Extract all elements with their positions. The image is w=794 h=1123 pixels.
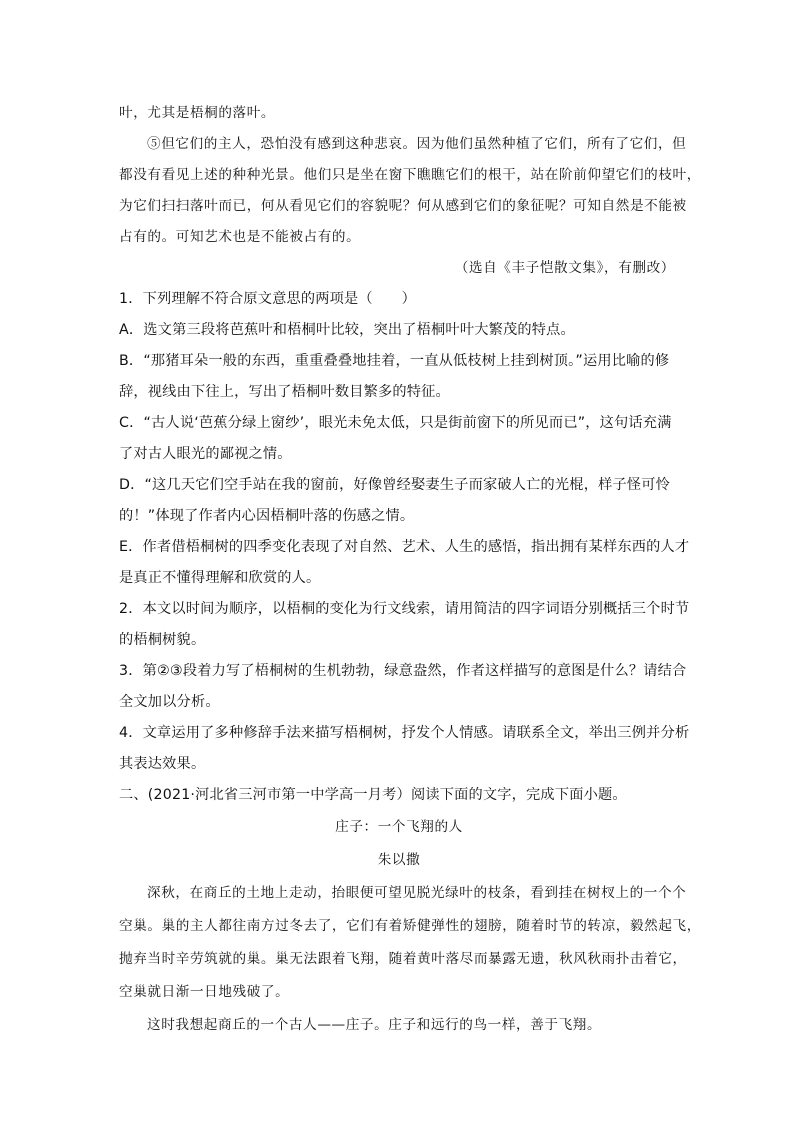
passage2-line: 空巢。巢的主人都往南方过冬去了，它们有着矫健弹性的翅膀，随着时节的转凉，毅然起飞， [119,918,701,934]
option-c: C．“古人说‘芭蕉分绿上窗纱’，眼光未免太低，只是街前窗下的所见而已”，这句话充满 [119,415,672,431]
questions-section [119,284,690,811]
question-2-cont: 的梧桐树貌。 [119,632,206,648]
passage1-tail [119,98,701,284]
option-d-cont: 的！”体现了作者内心因梧桐叶落的伤感之情。 [119,508,415,524]
passage2 [119,811,701,1042]
question-3: 3．第②③段着力写了梧桐树的生机勃勃，绿意盎然，作者这样描写的意图是什么？请结合 [119,663,687,679]
question-2: 2．本文以时间为顺序，以梧桐的变化为行文线索，请用简洁的四字词语分别概括三个时节 [119,601,690,617]
question-3-cont: 全文加以分析。 [119,694,220,710]
passage1-line: 占有的。可知艺术也是不能被占有的。 [119,229,361,245]
question-4: 4．文章运用了多种修辞手法来描写梧桐树，抒发个人情感。请联系全文，举出三例并分析 [119,725,690,741]
passage2-line: 抛弃当时辛劳筑就的巢。巢无法跟着飞翔，随着黄叶落尽而暴露无遗，秋风秋雨扑击着它， [119,951,687,967]
document-page [119,98,701,1042]
passage2-line: 这时我想起商丘的一个古人——庄子。庄子和远行的鸟一样，善于飞翔。 [147,1017,602,1033]
option-e-cont: 是真正不懂得理解和欣赏的人。 [119,570,321,586]
passage1-line: 为它们扫扫落叶而已，何从看见它们的容貌呢？何从感到它们的象征呢？可知自然是不能被 [119,198,687,214]
section-two-heading: 二、(2021·河北省三河市第一中学高一月考）阅读下面的文字，完成下面小题。 [119,787,627,803]
option-c-cont: 了对古人眼光的鄙视之情。 [119,446,292,462]
question-1: 1．下列理解不符合原文意思的两项是（ ） [119,291,416,307]
passage1-line: ⑤但它们的主人，恐怕没有感到这种悲哀。因为他们虽然种植了它们，所有了它们，但 [147,136,687,152]
passage1-line: 都没有看见上述的种种光景。他们只是坐在窗下瞧瞧它们的根干，站在阶前仰望它们的枝叶， [119,167,701,183]
option-d: D．“这几天它们空手站在我的窗前，好像曾经娶妻生子而家破人亡的光棍，样子怪可怜 [119,477,671,493]
option-a: A．选文第三段将芭蕉叶和梧桐叶比较，突出了梧桐叶叶大繁茂的特点。 [119,322,575,338]
passage2-line: 深秋，在商丘的土地上走动，抬眼便可望见脱光绿叶的枝条，看到挂在树杈上的一个个 [147,885,687,901]
passage2-line: 空巢就日渐一日地残破了。 [119,984,290,1000]
question-4-cont: 其表达效果。 [119,756,206,772]
passage1-source: （选自《丰子恺散文集》，有删改） [454,260,675,276]
option-e: E．作者借梧桐树的四季变化表现了对自然、艺术、人生的感悟，指出拥有某样东西的人才 [119,539,690,555]
option-b-cont: 辞，视线由下往上，写出了梧桐叶数目繁多的特征。 [119,384,450,400]
option-b: B．“那猪耳朵一般的东西，重重叠叠地挂着，一直从低枝树上挂到树顶。”运用比喻的修 [119,353,670,369]
passage2-author: 朱以撒 [377,852,421,868]
passage2-title: 庄子：一个飞翔的人 [335,819,463,835]
passage1-line: 叶，尤其是梧桐的落叶。 [119,105,276,121]
